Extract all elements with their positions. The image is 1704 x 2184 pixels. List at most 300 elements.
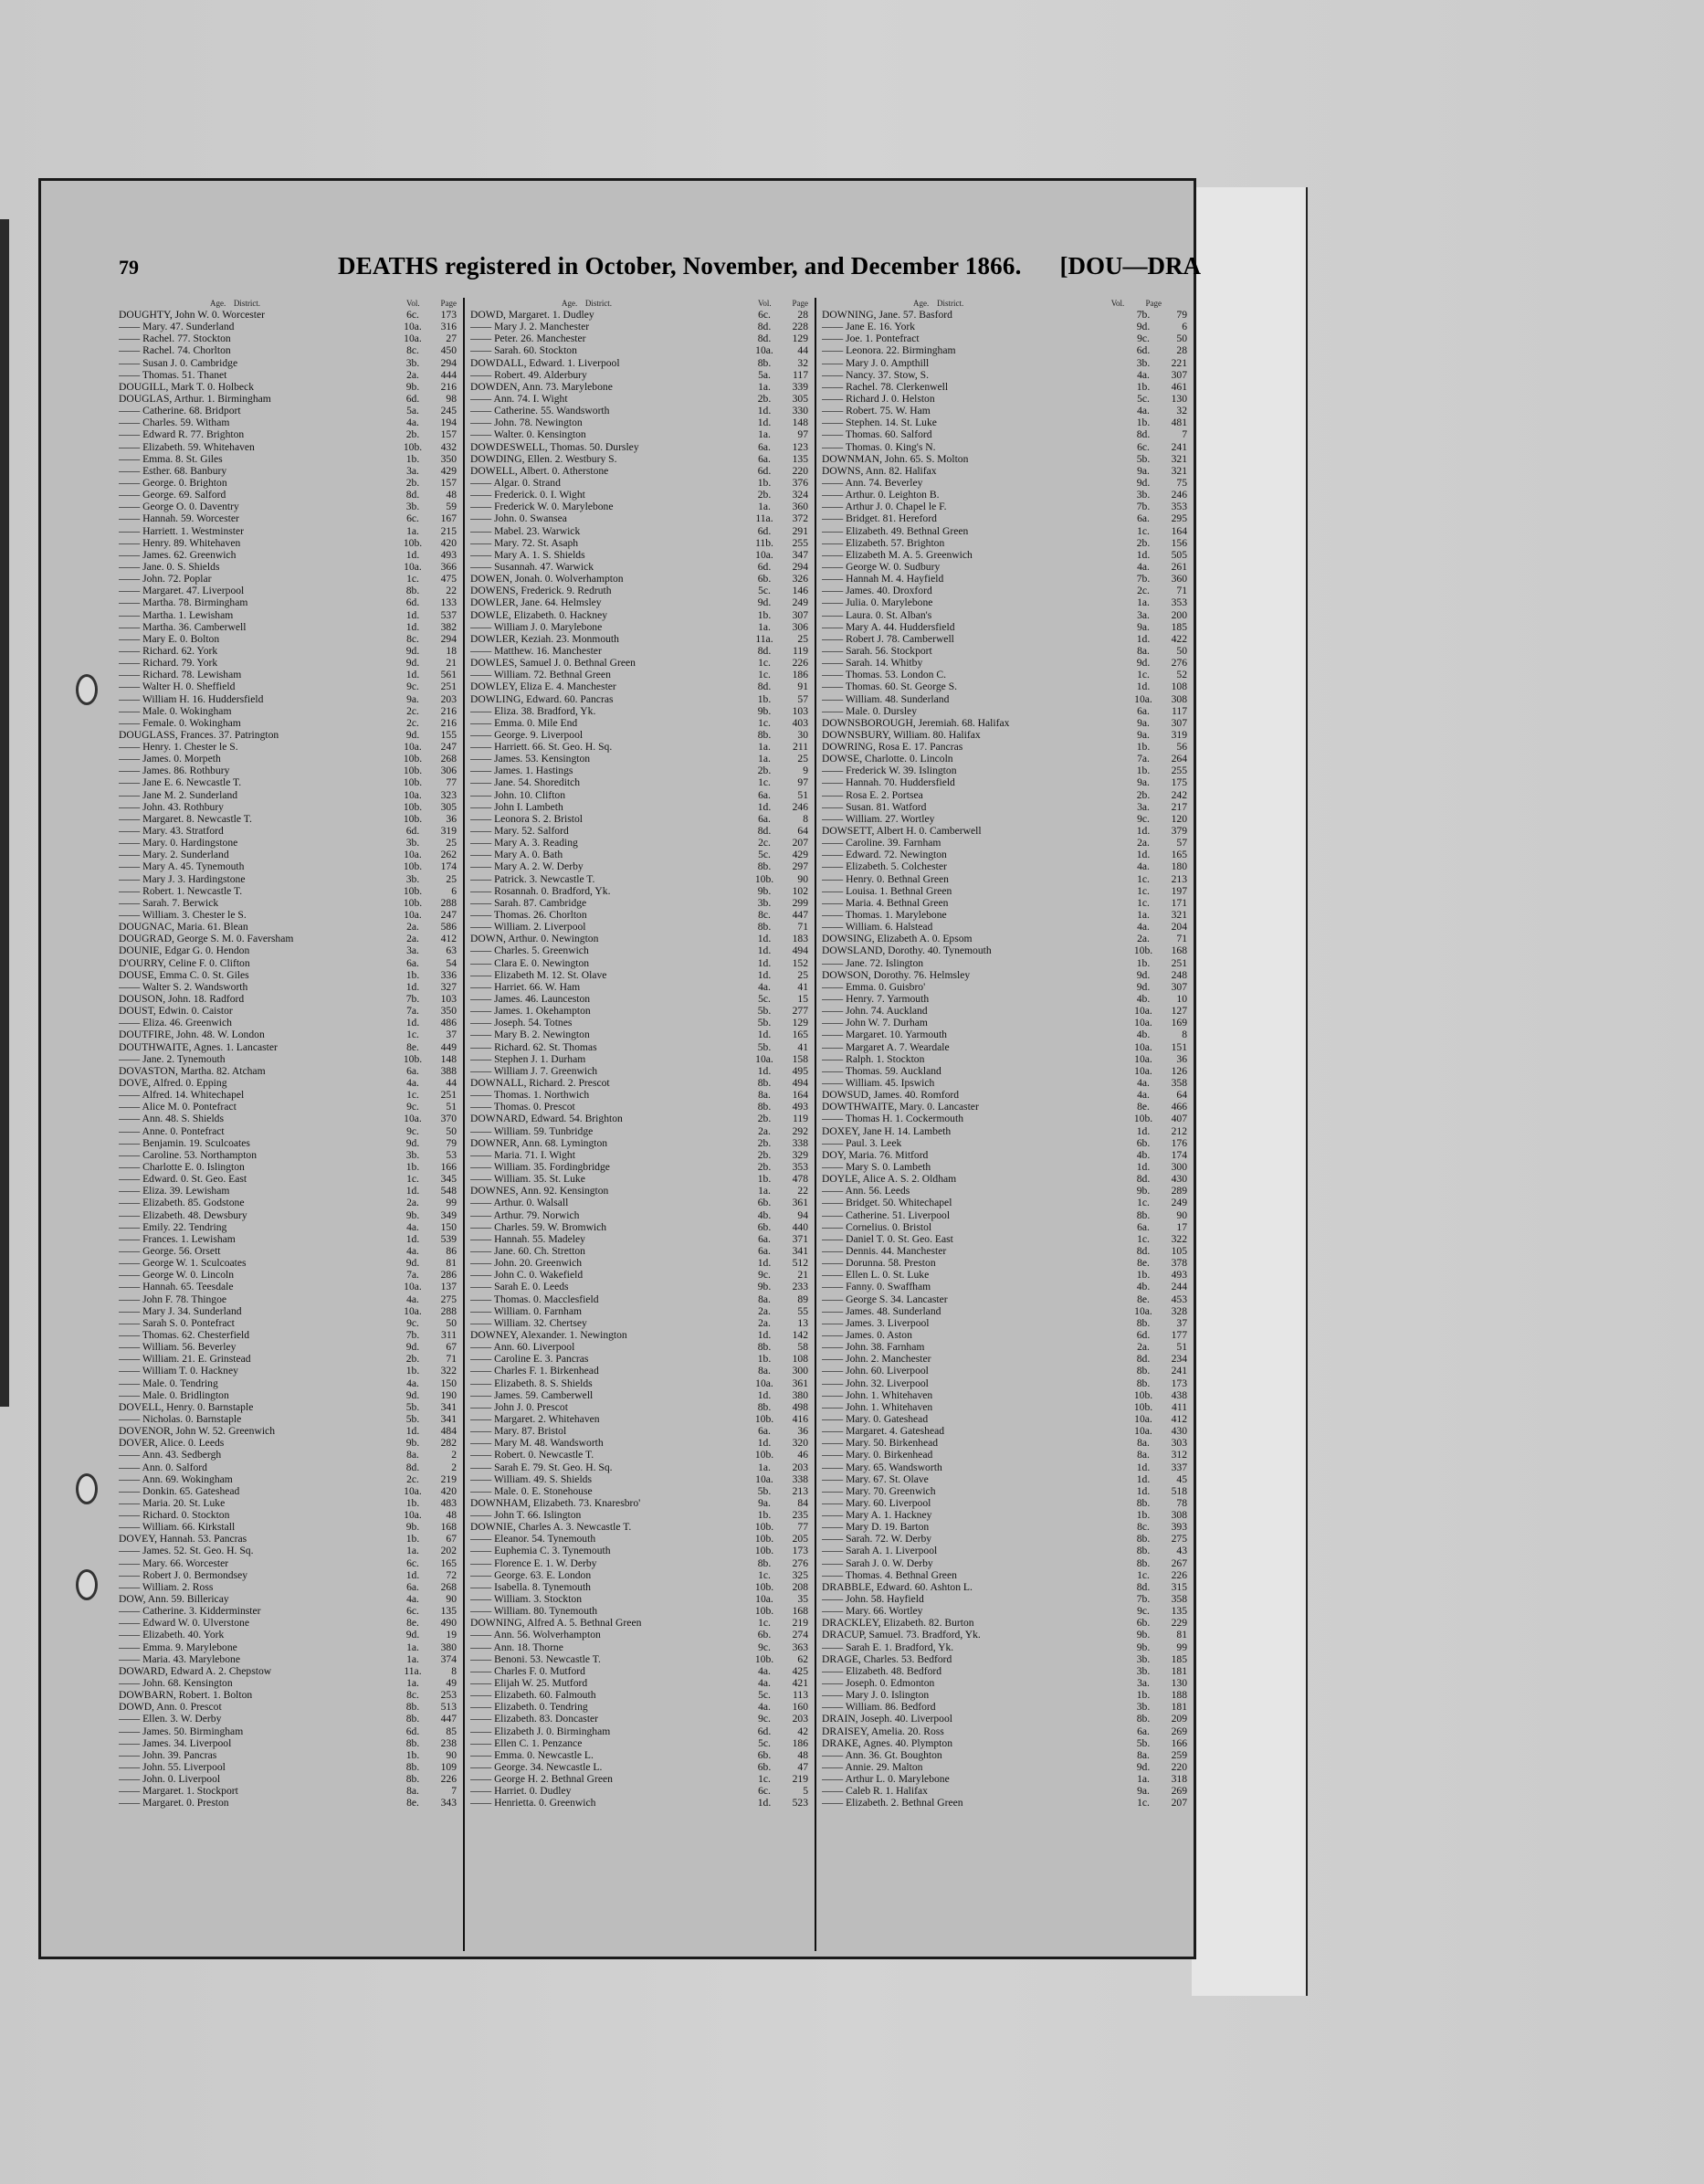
- entry-name: —— John. 74. Auckland: [822, 1005, 928, 1018]
- entry-name: —— Charlotte E. 0. Islington: [119, 1160, 245, 1173]
- entry-volume: 10b.: [403, 753, 423, 765]
- entry-name: —— Jane. 60. Ch. Stretton: [470, 1244, 585, 1257]
- index-entry: [822, 596, 1187, 608]
- entry-name: —— Caroline. 53. Northampton: [119, 1148, 258, 1161]
- entry-volume: 10b.: [754, 1545, 774, 1557]
- entry-page: 129: [792, 1017, 808, 1029]
- entry-volume: 3b.: [1136, 1652, 1151, 1665]
- entry-page: 311: [441, 1328, 457, 1341]
- index-entry: [822, 1017, 1187, 1029]
- index-entry: [470, 1209, 808, 1221]
- column-header-district: District.: [233, 299, 261, 308]
- index-entry: [822, 717, 1187, 729]
- entry-page: 403: [792, 716, 808, 729]
- entry-name: DOUST, Edwin. 0. Caistor: [119, 1005, 233, 1018]
- entry-name: —— Eliza. 39. Lewisham: [119, 1185, 230, 1198]
- entry-volume: 10a.: [404, 849, 422, 861]
- entry-name: DOVASTON, Martha. 82. Atcham: [119, 1064, 266, 1077]
- index-entry: [470, 1761, 808, 1773]
- entry-page: 190: [440, 1388, 457, 1401]
- entry-page: 90: [1176, 1208, 1187, 1221]
- entry-volume: 10a.: [404, 560, 422, 573]
- entry-name: —— Arthur. 0. Leighton B.: [822, 489, 940, 501]
- entry-volume: 3b.: [757, 896, 772, 909]
- entry-name: —— William. 35. St. Luke: [470, 1173, 585, 1186]
- entry-volume: 2a.: [1137, 1341, 1150, 1354]
- entry-volume: 4a.: [758, 1701, 771, 1714]
- entry-volume: 2b.: [757, 489, 772, 501]
- index-entry: [822, 609, 1187, 621]
- entry-volume: 6c.: [1137, 440, 1150, 453]
- index-entry: [119, 693, 457, 705]
- entry-name: —— Rachel. 74. Chorlton: [119, 344, 231, 357]
- index-entry: [470, 981, 808, 993]
- entry-page: 32: [797, 356, 808, 369]
- entry-volume: 1c.: [1137, 1797, 1150, 1809]
- entry-page: 453: [1171, 1292, 1187, 1305]
- entry-name: DOWTHWAITE, Mary. 0. Lancaster: [822, 1101, 979, 1113]
- index-entry: [470, 681, 808, 692]
- entry-volume: 10a.: [404, 332, 422, 345]
- index-entry: [119, 537, 457, 549]
- index-entry: [470, 1461, 808, 1473]
- entry-name: —— Ann. 60. Liverpool: [470, 1341, 575, 1354]
- entry-page: 486: [440, 1017, 457, 1029]
- entry-page: 353: [1171, 501, 1187, 513]
- entry-page: 142: [792, 1328, 808, 1341]
- index-entry: [470, 1665, 808, 1677]
- entry-page: 261: [1171, 560, 1187, 573]
- entry-page: 294: [792, 560, 808, 573]
- index-entry: [119, 1653, 457, 1665]
- index-entry: [470, 1317, 808, 1329]
- entry-volume: 6c.: [406, 309, 419, 321]
- index-entry: [119, 1125, 457, 1137]
- entry-name: DOWBARN, Robert. 1. Bolton: [119, 1689, 253, 1702]
- index-entry: [119, 1737, 457, 1749]
- entry-name: —— Ann. 56. Wolverhampton: [470, 1629, 601, 1641]
- index-entry: [822, 944, 1187, 956]
- entry-volume: 1b.: [405, 1496, 420, 1509]
- entry-volume: 10a.: [404, 321, 422, 333]
- entry-page: 307: [792, 608, 808, 621]
- entry-volume: 1b.: [405, 1365, 420, 1377]
- column-header-district: District.: [584, 299, 613, 308]
- entry-page: 321: [1171, 909, 1187, 922]
- entry-volume: 8a.: [758, 1089, 771, 1102]
- entry-volume: 6d.: [1136, 344, 1151, 357]
- entry-name: —— James. 50. Birmingham: [119, 1725, 244, 1737]
- column-header-page: Page: [440, 299, 457, 308]
- index-entry: [119, 1137, 457, 1149]
- index-entry: [119, 801, 457, 813]
- entry-volume: 9a.: [1137, 1785, 1150, 1798]
- entry-volume: 9c.: [758, 1641, 771, 1653]
- entry-page: 157: [440, 428, 457, 441]
- index-entry: [470, 1449, 808, 1461]
- entry-volume: 8d.: [405, 489, 420, 501]
- index-entry: [822, 1185, 1187, 1197]
- entry-name: —— Leonora S. 2. Bristol: [470, 812, 584, 825]
- entry-volume: 8b.: [757, 921, 772, 934]
- entry-name: —— Rosa E. 2. Portsea: [822, 788, 923, 801]
- page-number: 79: [119, 256, 139, 279]
- entry-name: —— Mary A. 1. S. Shields: [470, 548, 585, 561]
- index-entry: [119, 428, 457, 440]
- entry-page: 50: [446, 1316, 457, 1329]
- entry-volume: 4a.: [758, 1664, 771, 1677]
- entry-volume: 2a.: [406, 933, 419, 945]
- entry-name: —— George. 9. Liverpool: [470, 728, 584, 741]
- entry-volume: 10a.: [755, 548, 773, 561]
- index-entry: [822, 1593, 1187, 1605]
- index-entry: [119, 1149, 457, 1161]
- entry-volume: 10b.: [754, 1412, 774, 1425]
- entry-volume: 10a.: [755, 1472, 773, 1485]
- entry-page: 105: [1171, 1244, 1187, 1257]
- entry-volume: 5c.: [758, 1689, 771, 1702]
- entry-volume: 5c.: [1137, 392, 1150, 405]
- entry-name: DOUGLASS, Frances. 37. Patrington: [119, 728, 279, 741]
- entry-volume: 5c.: [758, 585, 771, 597]
- index-entry: [822, 981, 1187, 993]
- entry-volume: 10a.: [1134, 1425, 1152, 1438]
- entry-name: DOWSING, Elizabeth A. 0. Epsom: [822, 933, 973, 945]
- entry-volume: 10a.: [404, 1509, 422, 1522]
- entry-name: DOWNES, Ann. 92. Kensington: [470, 1185, 609, 1198]
- entry-page: 27: [446, 332, 457, 345]
- index-entry: [470, 1077, 808, 1089]
- entry-volume: 10a.: [404, 1113, 422, 1125]
- index-entry: [470, 1221, 808, 1233]
- entry-page: 41: [797, 1040, 808, 1053]
- index-entry: [822, 909, 1187, 921]
- index-entry: [119, 1509, 457, 1521]
- entry-volume: 8e.: [406, 1040, 419, 1053]
- entry-name: —— John T. 66. Islington: [470, 1509, 582, 1522]
- entry-name: —— James. 34. Liverpool: [119, 1736, 232, 1749]
- index-entry: [470, 1233, 808, 1245]
- entry-volume: 8d.: [1136, 1580, 1151, 1593]
- index-entry: [470, 957, 808, 969]
- entry-volume: 6a.: [758, 1244, 771, 1257]
- entry-volume: 10b.: [754, 1533, 774, 1546]
- entry-name: —— John. 55. Liverpool: [119, 1761, 226, 1774]
- index-entry: [470, 885, 808, 897]
- entry-page: 6: [1182, 321, 1187, 333]
- entry-volume: 5b.: [405, 1412, 420, 1425]
- entry-volume: 1d.: [757, 968, 772, 981]
- index-entry: [822, 729, 1187, 741]
- entry-page: 324: [792, 489, 808, 501]
- entry-page: 102: [792, 884, 808, 897]
- index-entry: [822, 1653, 1187, 1665]
- entry-volume: 1a.: [758, 1461, 771, 1473]
- entry-page: 165: [1171, 849, 1187, 861]
- entry-name: —— Benoni. 53. Newcastle T.: [470, 1652, 601, 1665]
- entry-name: —— Charles. 59. W. Bromwich: [470, 1220, 607, 1233]
- entry-name: —— John. 1. Whitehaven: [822, 1400, 933, 1413]
- index-entry: [822, 645, 1187, 657]
- entry-volume: 7a.: [406, 1269, 419, 1282]
- entry-volume: 4a.: [758, 1677, 771, 1690]
- index-entry: [119, 1485, 457, 1497]
- entry-page: 247: [440, 909, 457, 922]
- entry-page: 494: [792, 944, 808, 957]
- entry-page: 307: [1171, 716, 1187, 729]
- index-entry: [822, 417, 1187, 428]
- entry-name: —— Emma. 9. Marylebone: [119, 1641, 237, 1653]
- entry-volume: 9d.: [405, 1257, 420, 1270]
- entry-volume: 10a.: [1134, 1052, 1152, 1065]
- entry-volume: 1d.: [757, 1328, 772, 1341]
- entry-name: —— John. 60. Liverpool: [822, 1365, 929, 1377]
- column-divider: [463, 298, 465, 1951]
- index-entry: [822, 1665, 1187, 1677]
- entry-page: 79: [1176, 309, 1187, 321]
- index-entry: [119, 1077, 457, 1089]
- entry-volume: 5a.: [406, 405, 419, 417]
- index-entry: [822, 1125, 1187, 1137]
- entry-name: —— Arthur J. 0. Chapel le F.: [822, 501, 947, 513]
- entry-page: 51: [797, 788, 808, 801]
- entry-page: 194: [440, 417, 457, 429]
- index-entry: [822, 393, 1187, 405]
- entry-name: —— William. 72. Bethnal Green: [470, 669, 611, 681]
- entry-name: DOY, Maria. 76. Mitford: [822, 1148, 929, 1161]
- entry-volume: 1d.: [1136, 1484, 1151, 1497]
- entry-name: —— Elizabeth J. 0. Birmingham: [470, 1725, 611, 1737]
- entry-page: 67: [446, 1533, 457, 1546]
- entry-name: DOWLING, Edward. 60. Pancras: [470, 692, 614, 705]
- entry-page: 44: [797, 344, 808, 357]
- entry-volume: 1a.: [758, 620, 771, 633]
- entry-name: —— Mary S. 0. Lambeth: [822, 1160, 931, 1173]
- entry-page: 181: [1171, 1701, 1187, 1714]
- entry-page: 98: [446, 392, 457, 405]
- entry-name: —— Catherine. 51. Liverpool: [822, 1208, 951, 1221]
- entry-volume: 10a.: [404, 788, 422, 801]
- entry-name: DOVELL, Henry. 0. Barnstaple: [119, 1400, 254, 1413]
- entry-name: —— Sarah A. 1. Liverpool: [822, 1545, 938, 1557]
- entry-name: —— Thomas. 1. Marylebone: [822, 909, 947, 922]
- entry-volume: 10a.: [755, 1593, 773, 1606]
- entry-name: —— Jane. 72. Islington: [822, 956, 924, 969]
- entry-name: —— Sarah J. 0. W. Derby: [822, 1556, 933, 1569]
- entry-volume: 4a.: [406, 1292, 419, 1305]
- entry-page: 336: [440, 968, 457, 981]
- entry-name: —— William. 45. Ipswich: [822, 1077, 935, 1089]
- entry-name: —— William. 48. Sunderland: [822, 692, 950, 705]
- entry-name: —— Edward. 0. St. Geo. East: [119, 1173, 247, 1186]
- entry-page: 90: [797, 872, 808, 885]
- index-entry: [470, 1497, 808, 1509]
- entry-volume: 3a.: [1137, 608, 1150, 621]
- index-entry: [822, 1161, 1187, 1173]
- entry-volume: 1a.: [406, 1652, 419, 1665]
- entry-volume: 1c.: [406, 1029, 419, 1041]
- entry-volume: 8b.: [757, 860, 772, 873]
- entry-volume: 2a.: [1137, 837, 1150, 849]
- entry-name: —— Elizabeth. 83. Doncaster: [470, 1713, 599, 1725]
- entry-name: —— John. 68. Kensington: [119, 1677, 233, 1690]
- entry-page: 148: [440, 1052, 457, 1065]
- entry-page: 174: [440, 860, 457, 873]
- entry-name: —— Martha. 78. Birmingham: [119, 596, 248, 609]
- entry-page: 36: [797, 1425, 808, 1438]
- entry-name: DOVER, Alice. 0. Leeds: [119, 1437, 225, 1450]
- index-entry: [470, 801, 808, 813]
- entry-page: 208: [792, 1580, 808, 1593]
- index-entry: [470, 1725, 808, 1737]
- entry-volume: 8b.: [405, 1736, 420, 1749]
- index-entry: [470, 417, 808, 428]
- entry-name: —— James. 53. Kensington: [470, 753, 591, 765]
- page-shadow: [1192, 187, 1308, 1996]
- entry-name: —— Thomas. 60. St. George S.: [822, 681, 958, 693]
- entry-volume: 6d.: [405, 392, 420, 405]
- entry-page: 370: [440, 1113, 457, 1125]
- entry-name: —— Mary J. 34. Sunderland: [119, 1304, 242, 1317]
- entry-volume: 8d.: [757, 332, 772, 345]
- entry-page: 217: [1171, 800, 1187, 813]
- index-entry: [119, 609, 457, 621]
- entry-volume: 1c.: [1137, 896, 1150, 909]
- index-entry: [119, 585, 457, 596]
- entry-name: DOUSE, Emma C. 0. St. Giles: [119, 968, 249, 981]
- entry-name: —— Margaret. 2. Whitehaven: [470, 1412, 600, 1425]
- entry-page: 466: [1171, 1101, 1187, 1113]
- entry-volume: 9d.: [405, 657, 420, 670]
- index-entry: [119, 944, 457, 956]
- entry-volume: 10b.: [1133, 944, 1153, 957]
- entry-name: —— James. 46. Launceston: [470, 993, 591, 1006]
- entry-name: —— John. 2. Manchester: [822, 1353, 931, 1366]
- index-entry: [822, 885, 1187, 897]
- entry-page: 64: [797, 825, 808, 838]
- entry-volume: 8e.: [1137, 1292, 1150, 1305]
- entry-volume: 7a.: [1137, 753, 1150, 765]
- entry-page: 444: [440, 368, 457, 381]
- entry-page: 183: [792, 933, 808, 945]
- entry-volume: 10b.: [403, 1052, 423, 1065]
- entry-name: —— Elizabeth. 0. Tendring: [470, 1701, 588, 1714]
- entry-name: DOWNALL, Richard. 2. Prescot: [470, 1077, 610, 1089]
- entry-name: —— Ann. 74. Beverley: [822, 476, 923, 489]
- entry-name: —— Dorunna. 58. Preston: [822, 1257, 936, 1270]
- entry-page: 130: [1171, 1677, 1187, 1690]
- entry-volume: 10b.: [754, 872, 774, 885]
- entry-volume: 9b.: [1136, 1641, 1151, 1653]
- entry-name: —— Elizabeth. 2. Bethnal Green: [822, 1797, 963, 1809]
- entry-volume: 8b.: [405, 1761, 420, 1774]
- entry-volume: 1b.: [757, 1353, 772, 1366]
- entry-name: —— Sarah E. 0. Leeds: [470, 1281, 569, 1293]
- entry-page: 204: [1171, 921, 1187, 934]
- entry-name: —— George W. 0. Sudbury: [822, 560, 941, 573]
- entry-page: 197: [1171, 884, 1187, 897]
- column-header-age: Age.: [913, 299, 930, 308]
- entry-name: —— Sarah. 60. Stockton: [470, 344, 577, 357]
- entry-page: 493: [1171, 1269, 1187, 1282]
- entry-page: 294: [440, 632, 457, 645]
- entry-page: 103: [440, 993, 457, 1006]
- index-entry: [822, 1401, 1187, 1413]
- entry-name: —— Richard J. 0. Helston: [822, 392, 935, 405]
- entry-page: 493: [440, 548, 457, 561]
- entry-page: 36: [1176, 1052, 1187, 1065]
- entry-page: 21: [446, 657, 457, 670]
- index-entry: [119, 549, 457, 561]
- entry-volume: 1a.: [406, 1641, 419, 1653]
- entry-page: 586: [440, 921, 457, 934]
- entry-name: —— Florence E. 1. W. Derby: [470, 1556, 597, 1569]
- entry-page: 321: [1171, 452, 1187, 465]
- entry-page: 50: [1176, 644, 1187, 657]
- index-entry: [822, 1257, 1187, 1269]
- entry-volume: 1b.: [757, 1509, 772, 1522]
- index-entry: [119, 717, 457, 729]
- entry-page: 130: [1171, 392, 1187, 405]
- entry-name: —— Mabel. 23. Warwick: [470, 524, 581, 537]
- entry-page: 81: [1176, 1629, 1187, 1641]
- index-entry: [119, 1665, 457, 1677]
- entry-volume: 1c.: [758, 669, 771, 681]
- entry-name: —— William. 27. Wortley: [822, 812, 935, 825]
- entry-page: 221: [1171, 356, 1187, 369]
- entry-page: 32: [1176, 405, 1187, 417]
- index-entry: [119, 1773, 457, 1785]
- entry-name: —— Ann. 56. Leeds: [822, 1185, 910, 1198]
- index-entry: [822, 465, 1187, 477]
- entry-name: —— Thomas. 0. Macclesfield: [470, 1292, 599, 1305]
- entry-page: 45: [1176, 1472, 1187, 1485]
- entry-name: —— Matthew. 16. Manchester: [470, 644, 602, 657]
- index-entry: [822, 1617, 1187, 1629]
- index-entry: [470, 1245, 808, 1257]
- index-entry: [822, 969, 1187, 981]
- index-entry: [470, 1521, 808, 1533]
- index-entry: [119, 1437, 457, 1449]
- entry-page: 291: [792, 524, 808, 537]
- entry-name: —— Elijah W. 25. Mutford: [470, 1677, 588, 1690]
- entry-volume: 10b.: [754, 1521, 774, 1534]
- entry-page: 303: [1171, 1437, 1187, 1450]
- page-header: [119, 252, 1201, 283]
- index-entry: [822, 501, 1187, 512]
- entry-page: 361: [792, 1197, 808, 1209]
- index-entry: [822, 1677, 1187, 1689]
- index-entry: [470, 369, 808, 381]
- entry-volume: 1d.: [757, 417, 772, 429]
- index-entry: [822, 1629, 1187, 1641]
- entry-name: —— William. 80. Tynemouth: [470, 1605, 598, 1618]
- index-entry: [822, 1605, 1187, 1617]
- index-entry: [470, 1473, 808, 1485]
- entry-volume: 6a.: [406, 1064, 419, 1077]
- entry-volume: 1b.: [1136, 380, 1151, 393]
- entry-name: —— Jane M. 2. Sunderland: [119, 788, 238, 801]
- entry-volume: 4b.: [757, 1208, 772, 1221]
- entry-volume: 2a.: [1137, 933, 1150, 945]
- entry-name: DOUGHTY, John W. 0. Worcester: [119, 309, 265, 321]
- entry-page: 360: [792, 501, 808, 513]
- entry-name: —— Male. 0. Wokingham: [119, 704, 232, 717]
- entry-name: DRACKLEY, Elizabeth. 82. Burton: [822, 1617, 974, 1630]
- index-entry: [119, 381, 457, 393]
- entry-name: —— Caroline E. 3. Pancras: [470, 1353, 589, 1366]
- index-entry: [822, 1113, 1187, 1124]
